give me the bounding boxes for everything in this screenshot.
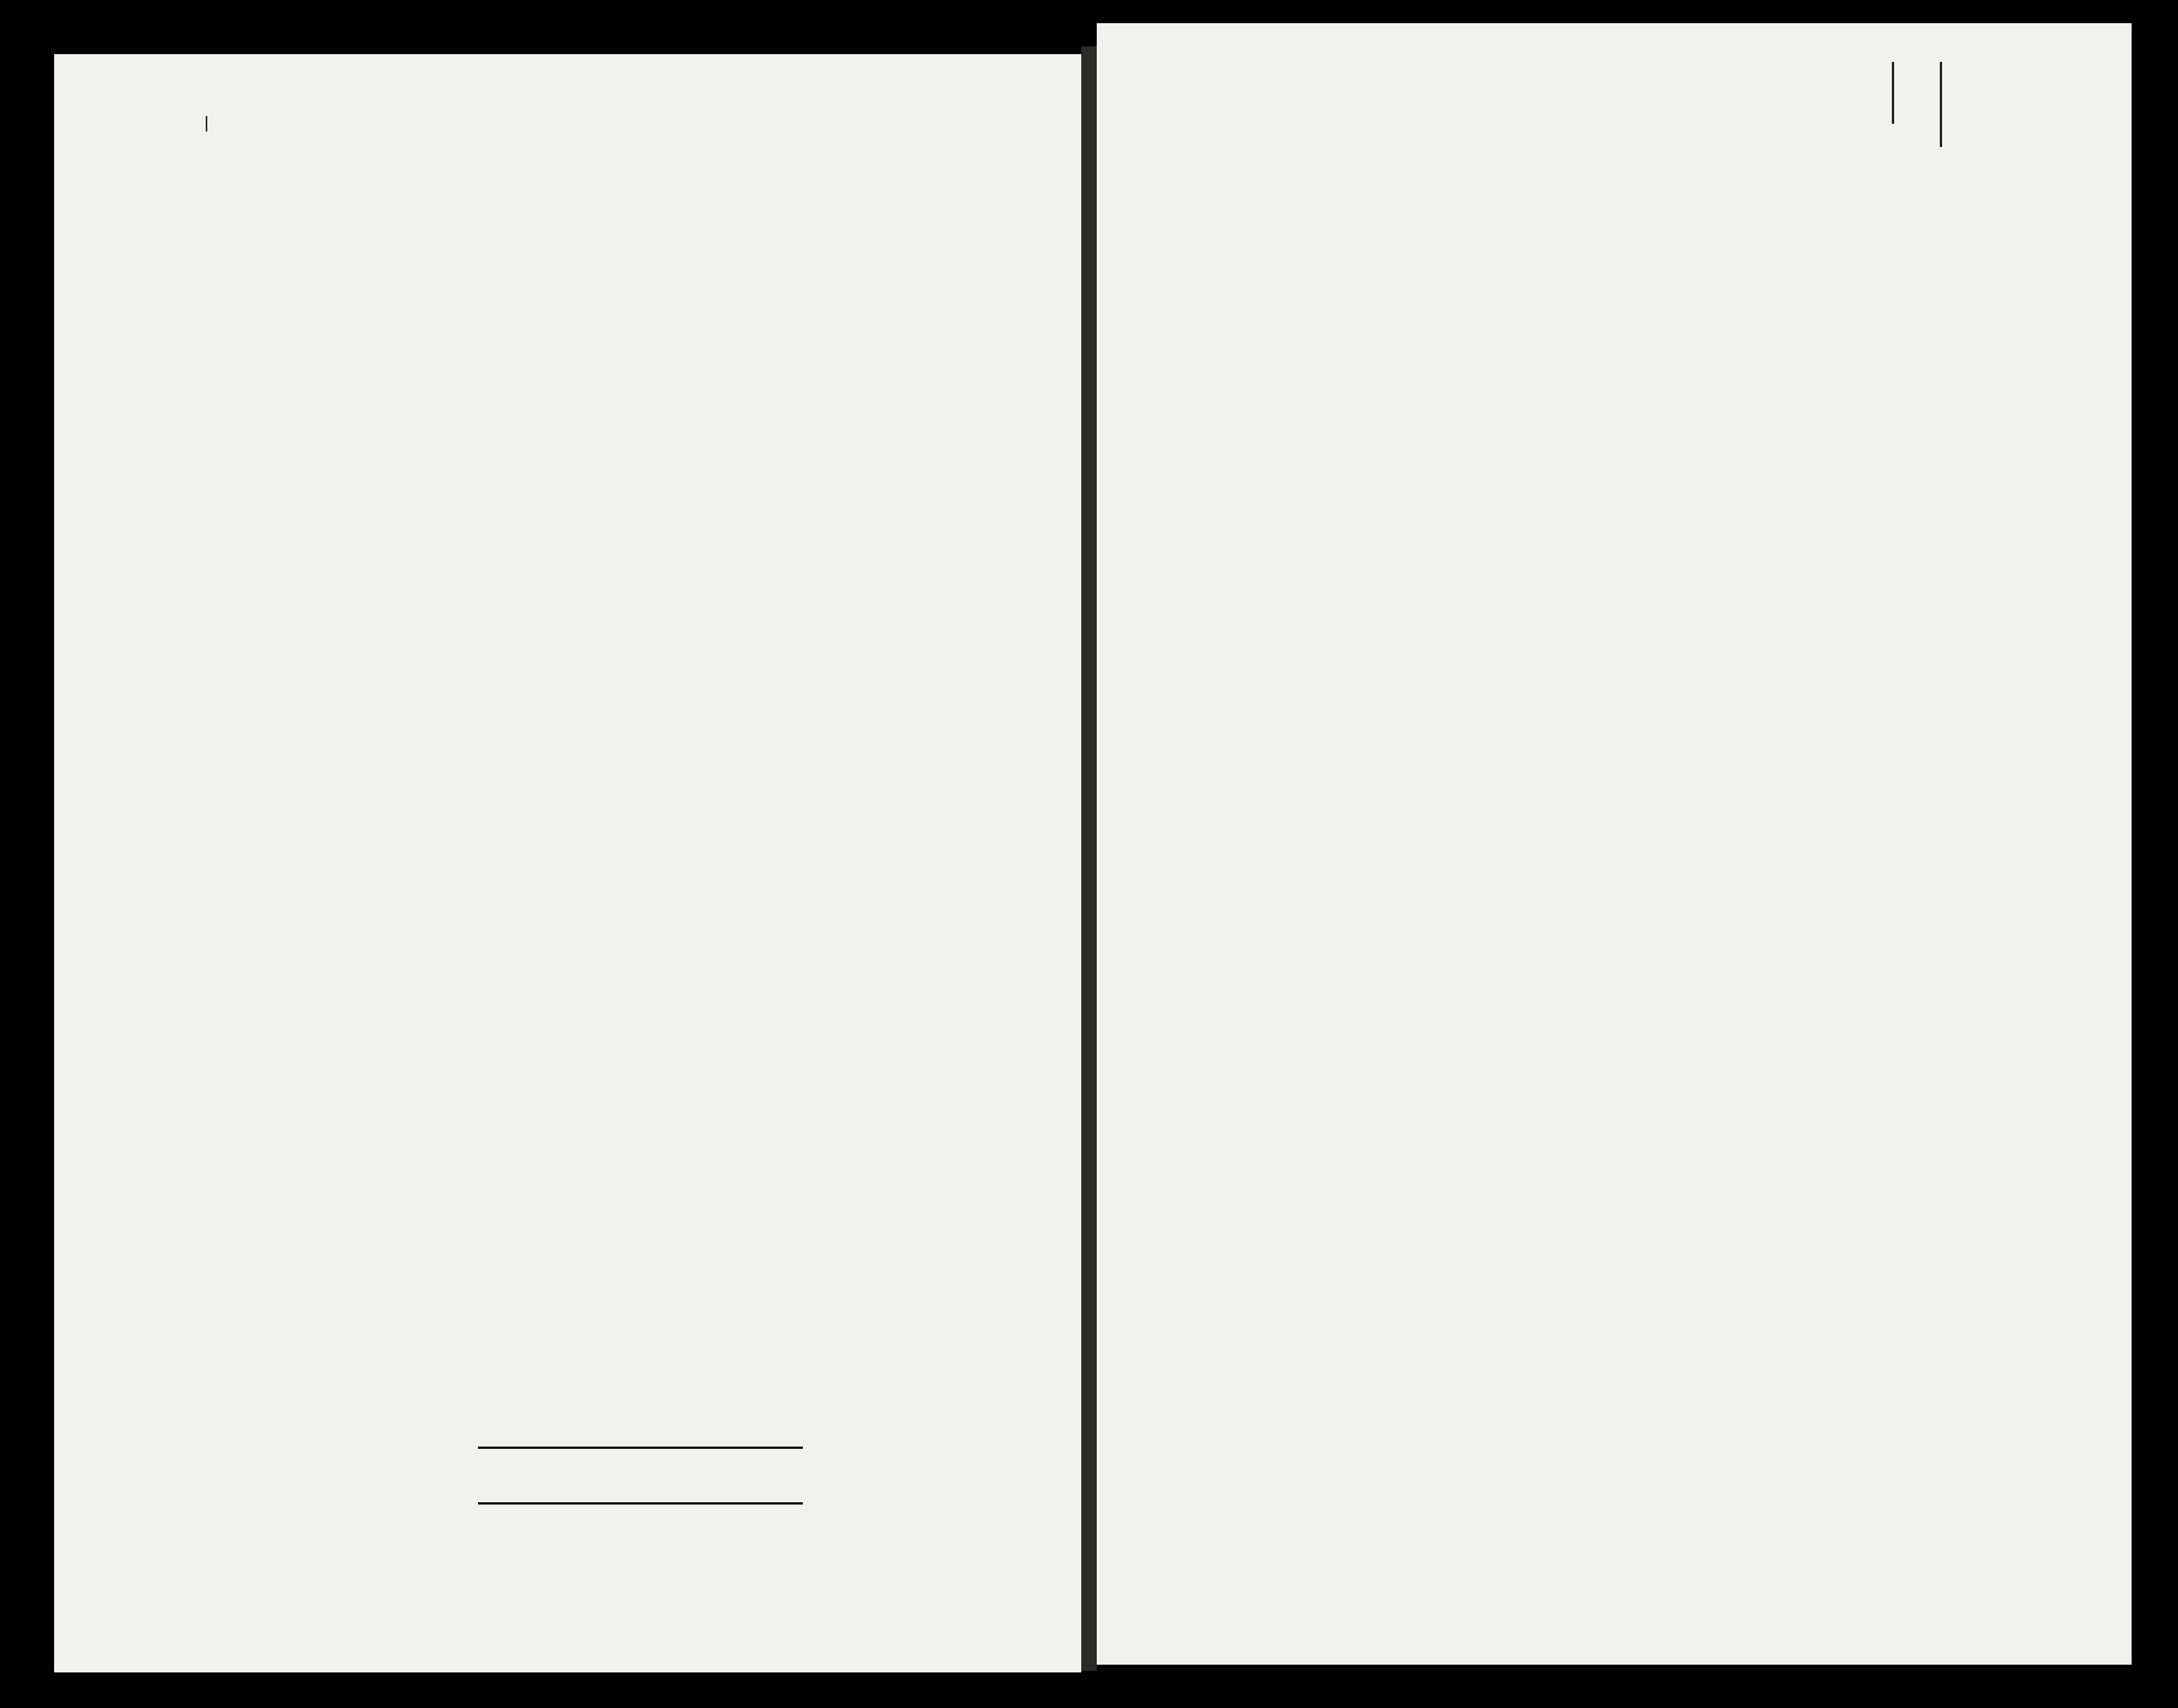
section-rule: [478, 1447, 803, 1449]
institute-entry: [1097, 579, 2132, 633]
catalog-entry: [54, 275, 1081, 306]
left-page: [54, 54, 1081, 1672]
ink-mark: [1892, 62, 1894, 124]
section-rule: [478, 1502, 803, 1505]
catalog-entry: [54, 314, 1081, 345]
ink-mark: [1940, 62, 1942, 147]
right-page: [1097, 23, 2132, 1665]
book-gutter: [1081, 46, 1097, 1671]
ink-mark: [206, 116, 207, 132]
